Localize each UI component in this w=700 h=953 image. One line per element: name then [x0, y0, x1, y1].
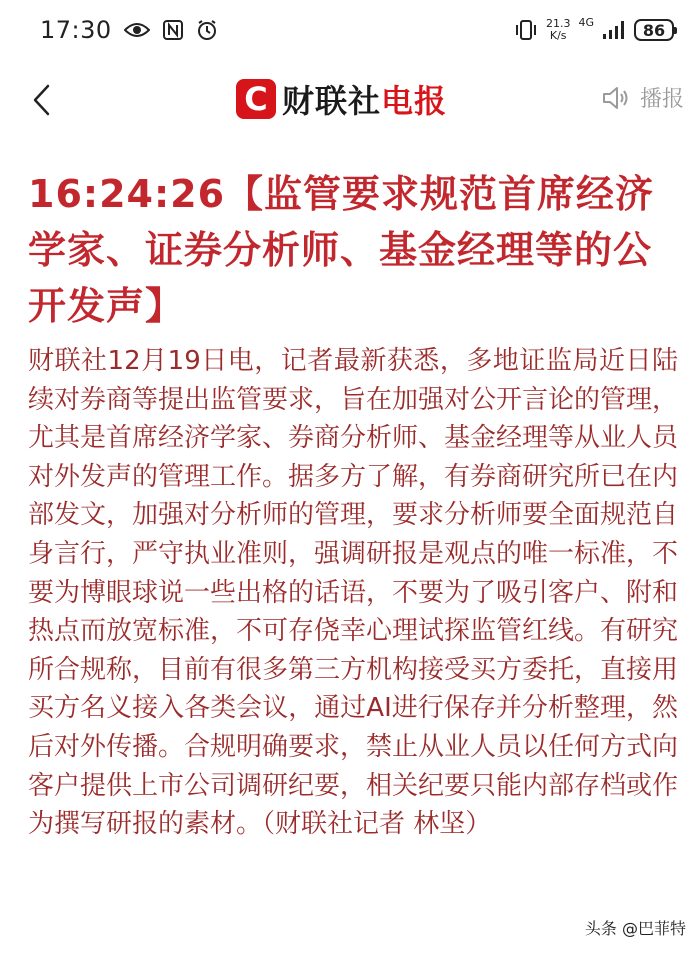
battery-indicator: 86: [634, 19, 674, 41]
broadcast-button[interactable]: [602, 82, 684, 113]
alarm-icon: [196, 19, 218, 41]
status-bar: [0, 0, 700, 60]
chevron-left-icon: [32, 84, 52, 116]
logo-badge: C: [236, 79, 276, 119]
logo-text: [282, 76, 447, 122]
status-time: 17:30: [40, 16, 112, 44]
net-speed-value: 21.3: [545, 17, 571, 30]
broadcast-label: 播报: [640, 87, 685, 112]
status-left: [40, 16, 218, 44]
eye-icon: [124, 21, 150, 39]
signal-icon: [602, 20, 626, 40]
article-title: 16:24:26【监管要求规范首席经济学家、证券分析师、基金经理等的公开发声】: [28, 172, 655, 328]
article-body: 财联社12月19日电，记者最新获悉，多地证监局近日陆续对券商等提出监管要求，旨在加强对公开言论的管理，尤其是首席经济学家、券商分析师、基金经理等从业人员对外发声的管理工作。据多方了解，有券商研究所已在内部发文，加强对分析师的管理，要求分析师要全面规范自身言行，严守执业准则，强调研报是观点的唯一标准，不要为博眼球说一些出格的话语，不要为了吸引客户、附和热点而放宽标准，不可存侥幸心理试探监管红线。有研究所合规称，目前有很多第三方机构接受买方委托，直接用买方名义接入各类会议，通过AI进行保存并分析整理，然后对外传播。合规明确要求，禁止从业人员以任何方式向客户提供上市公司调研纪要，相关纪要只能内部存档或作为撰写研报的素材。（财联社记者 林坚）: [28, 346, 679, 840]
nfc-icon: [162, 19, 184, 41]
app-logo: [236, 76, 447, 122]
net-speed: [546, 18, 571, 42]
vibrate-icon: [514, 19, 538, 41]
back-button[interactable]: [22, 78, 62, 122]
net-speed-unit: K/s: [549, 29, 567, 42]
speaker-icon: [602, 86, 630, 110]
network-type: 4G: [578, 15, 594, 29]
logo-name-part1: 财联社: [282, 82, 382, 120]
status-right: [514, 15, 674, 42]
logo-name-part2: 电报: [381, 82, 448, 120]
watermark: 头条 @巴菲特: [584, 919, 686, 938]
nav-header: [0, 66, 700, 132]
